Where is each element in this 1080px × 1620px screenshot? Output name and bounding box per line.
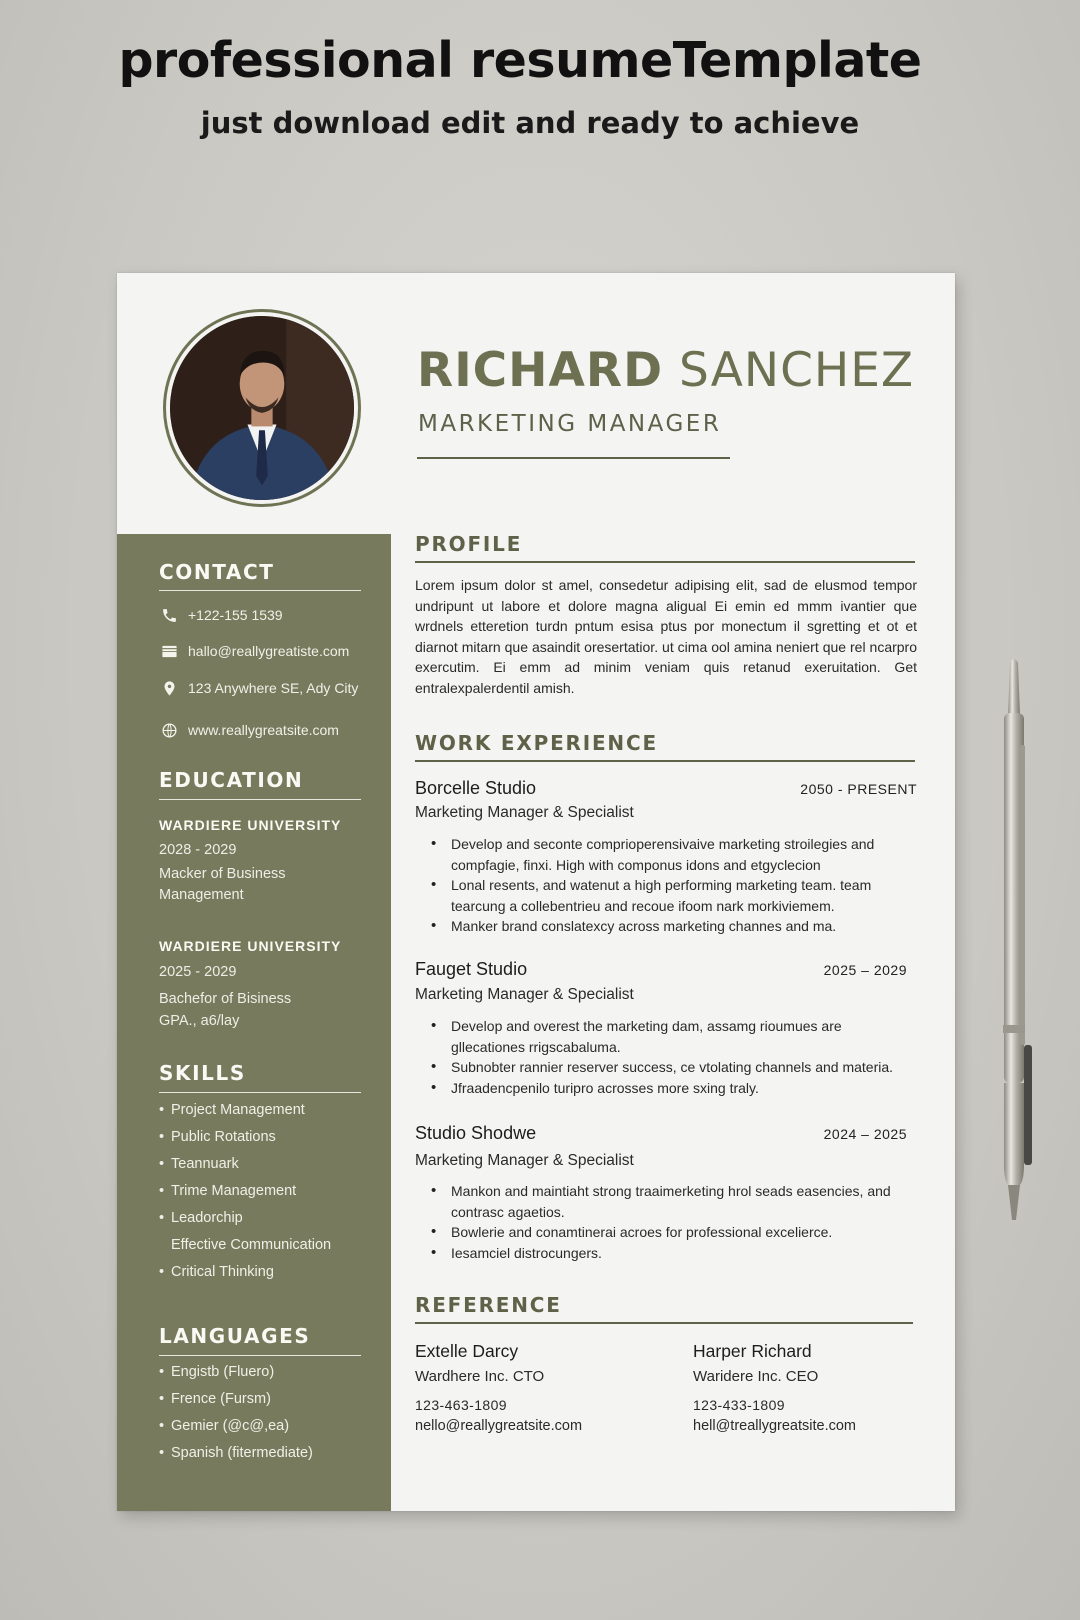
education-school: WARDIERE UNIVERSITY bbox=[159, 938, 342, 954]
profile-heading: PROFILE bbox=[415, 532, 523, 556]
envelope-icon bbox=[159, 642, 179, 660]
profile-text: Lorem ipsum dolor st amel, consedetur adipising elit, sad de elusmod tempor undripunt ut labore et dolore magna aligual Ei emin ed mmm ivantier que wrdnels etteretion turdn pntum esisa ptus por monectum il sgretting et ot et diarnot mitarn que asaindit oresertatior. ut cima ool amina neniert que rel ncarpro exercutim. Ei emm ad minim veniam quis retanud exeruitation. Get entralexpalerdentil amish. bbox=[415, 577, 917, 696]
reference-company: Wardhere Inc. CTO bbox=[415, 1368, 545, 1385]
skills-list bbox=[159, 1102, 331, 1291]
education-divider bbox=[159, 799, 361, 800]
list-item: • Leadorchip bbox=[159, 1210, 243, 1226]
list-item: • Mankon and maintiaht strong traaimerketing hrol seads easencies, and contrasc agaetios. bbox=[431, 1181, 917, 1222]
contact-website: www.reallygreatsite.com bbox=[159, 721, 339, 739]
work-heading: WORK EXPERIENCE bbox=[415, 731, 658, 755]
education-gpa: GPA., a6/lay bbox=[159, 1013, 240, 1029]
list-item: • Frence (Fursm) bbox=[159, 1391, 271, 1407]
languages-heading: LANGUAGES bbox=[159, 1324, 311, 1348]
education-school: WARDIERE UNIVERSITY bbox=[159, 817, 342, 833]
education-heading: EDUCATION bbox=[159, 768, 304, 792]
reference-card bbox=[415, 1341, 582, 1434]
contact-divider bbox=[159, 590, 361, 591]
contact-phone: +122-155 1539 bbox=[159, 606, 283, 624]
reference-phone: 123-433-1809 bbox=[693, 1397, 785, 1413]
job-dates: 2025 – 2029 bbox=[823, 962, 907, 978]
contact-heading: CONTACT bbox=[159, 560, 275, 584]
job-company: Studio Shodwe bbox=[415, 1123, 537, 1143]
reference-phone: 123-463-1809 bbox=[415, 1397, 507, 1413]
list-item: • Develop and overest the marketing dam, assamg rioumues are gllecationes rrigscabaluma. bbox=[431, 1016, 917, 1057]
list-item: • Iesamciel distrocungers. bbox=[431, 1243, 917, 1264]
job-dates: 2050 - PRESENT bbox=[800, 781, 917, 797]
reference-divider bbox=[415, 1322, 913, 1324]
work-divider bbox=[415, 760, 915, 762]
list-item: • Engistb (Fluero) bbox=[159, 1364, 275, 1380]
skills-heading: SKILLS bbox=[159, 1061, 246, 1085]
sidebar bbox=[117, 534, 391, 1511]
profile-photo bbox=[163, 309, 361, 507]
globe-icon bbox=[159, 721, 179, 739]
list-item: • Teannuark bbox=[159, 1156, 239, 1172]
job-role: Marketing Manager & Specialist bbox=[415, 986, 634, 1003]
reference-name: Extelle Darcy bbox=[415, 1341, 519, 1361]
list-item: • Trime Management bbox=[159, 1183, 297, 1199]
skills-divider bbox=[159, 1092, 361, 1093]
person-portrait-icon bbox=[170, 316, 354, 500]
job-role: Marketing Manager & Specialist bbox=[415, 804, 634, 821]
list-item: • Public Rotations bbox=[159, 1129, 276, 1145]
list-item: • Gemier (@c@,ea) bbox=[159, 1418, 290, 1434]
job-role: Marketing Manager & Specialist bbox=[415, 1152, 634, 1169]
list-item: • Develop and seconte comprioperensivaive marketing stroilegies and compfagie, finxi. High with componus idons and etgyclecion bbox=[431, 834, 917, 875]
contact-address: 123 Anywhere SE, Ady City bbox=[159, 679, 358, 697]
list-item: • Lonal resents, and watenut a high performing marketing team. team tearcung a collebentrieu and recoue ifoom nark morkiviemem. bbox=[431, 875, 917, 916]
list-item: • Critical Thinking bbox=[159, 1264, 274, 1280]
education-years: 2028 - 2029 bbox=[159, 842, 237, 858]
job-bullets bbox=[431, 834, 917, 937]
contact-email: hallo@reallygreatiste.com bbox=[159, 642, 349, 660]
education-degree: Bachefor of Bisiness bbox=[159, 991, 292, 1007]
resume-page bbox=[117, 273, 955, 1511]
resume-name: RICHARD SANCHEZ bbox=[417, 343, 915, 398]
reference-company: Waridere Inc. CEO bbox=[693, 1368, 819, 1385]
education-degree: Macker of Business Management bbox=[159, 866, 286, 903]
reference-heading: REFERENCE bbox=[415, 1293, 562, 1317]
banner-subline: just download edit and ready to achieve bbox=[200, 106, 860, 140]
job-company: Fauget Studio bbox=[415, 959, 528, 979]
list-item: • Subnobter rannier reserver success, ce vtolating channels and materia. bbox=[431, 1057, 917, 1078]
list-item: • Project Management bbox=[159, 1102, 305, 1118]
list-item: • Spanish (fitermediate) bbox=[159, 1445, 313, 1461]
list-item: • Jfraadencpenilo turipro acrosses more sxing traly. bbox=[431, 1078, 917, 1099]
reference-card bbox=[693, 1341, 856, 1434]
languages-divider bbox=[159, 1355, 361, 1356]
reference-email: hell@treallygreatsite.com bbox=[693, 1418, 857, 1434]
job-dates: 2024 – 2025 bbox=[823, 1126, 907, 1142]
list-item: • Manker brand conslatexcy across marketing channes and ma. bbox=[431, 916, 917, 937]
banner-headline: professional resumeTemplate bbox=[118, 32, 922, 89]
languages-list bbox=[159, 1364, 313, 1472]
list-item: Effective Communication bbox=[171, 1237, 332, 1253]
job-bullets bbox=[431, 1016, 917, 1098]
location-pin-icon bbox=[159, 679, 179, 697]
profile-divider bbox=[415, 561, 915, 563]
resume-job-title: MARKETING MANAGER bbox=[418, 411, 722, 437]
reference-name: Harper Richard bbox=[693, 1341, 812, 1361]
education-years: 2025 - 2029 bbox=[159, 964, 237, 980]
job-company: Borcelle Studio bbox=[415, 778, 537, 798]
pen-icon bbox=[990, 655, 1038, 1230]
job-bullets bbox=[431, 1181, 917, 1263]
reference-email: nello@reallygreatsite.com bbox=[415, 1418, 583, 1434]
list-item: • Bowlerie and conamtinerai acroes for professional excelierce. bbox=[431, 1222, 917, 1243]
title-divider bbox=[417, 457, 730, 459]
phone-icon bbox=[159, 606, 179, 624]
